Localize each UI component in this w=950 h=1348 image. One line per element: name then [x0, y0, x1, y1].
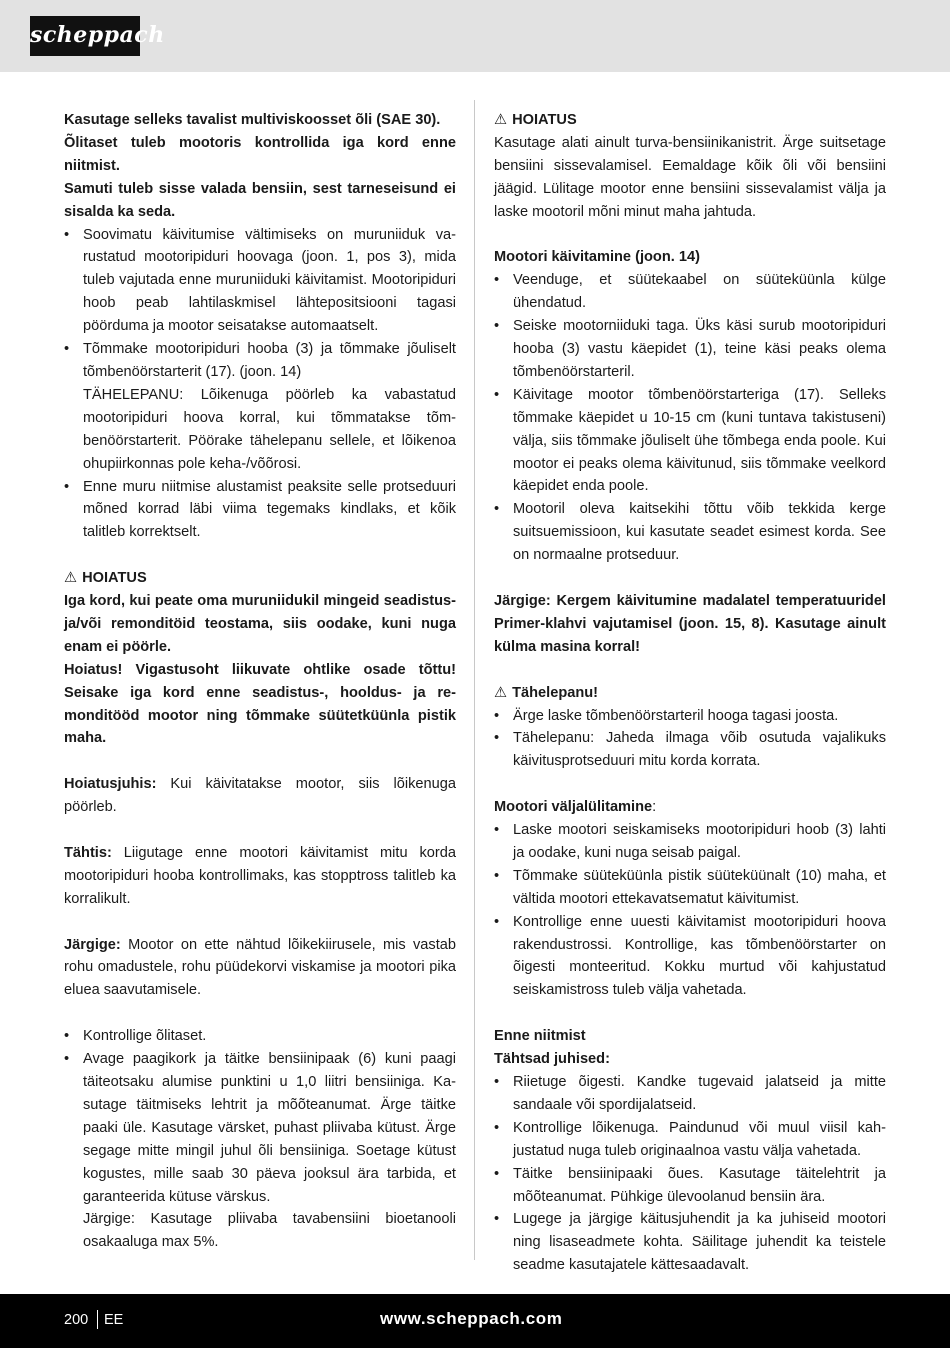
attention-heading — [494, 682, 886, 705]
brake-list — [64, 224, 456, 545]
fuel-list — [64, 1025, 456, 1254]
list-item: • Veenduge, et süütekaabel on süüteküünla külge ühendatud. — [494, 269, 886, 315]
list-item-text: Avage paagikork ja täitke bensiinipaak (6) kuni paagi täiteotsaku alumise punktini u 1,0 liitri bensiiniga. Kasutage täitmiseks lehtrit ja mõõteanumat. Ärge täitke paaki üle. Kasutage värsket, puhast pliivaba kütust. Ärge segage mitte mingil juhul õli bensiiniga. Soetage kütust kogustes, mille saab 30 päeva jooksul ära tarbida, et garanteerida kütuse värskus. — [83, 1051, 456, 1205]
warning-triangle-icon: ⚠ — [64, 570, 78, 587]
shutdown-heading-text: Mootori väljalülitamine — [494, 799, 653, 816]
warning-title: HOIATUS — [512, 112, 577, 128]
warning-triangle-icon: ⚠ — [494, 112, 508, 128]
right-column — [494, 109, 886, 1277]
warning-text-2: Hoiatus! Vigastusoht liikuvate ohtlike osade tõttu! Seisake iga kord enne seadistus-, hooldus- ja remonditööd mootor ning tõmmake süütetküünla pistik maha. — [64, 661, 456, 747]
hint-text: Kui käivitatakse mootor, siis lõikenuga pöörleb. — [64, 776, 456, 816]
attention-title: Tähelepanu! — [512, 684, 599, 701]
follow-label: Järgige: — [64, 936, 121, 953]
list-item: • Käivitage mootor tõmbenöörstarteriga (17). Selleks tõmmake käepidet u 10-15 cm (kuni tuntava takistuseni) välja, siis tõmmake jõuliselt ühe tõmbega enda poole. Kui mootor ei peaks olema käivitunud, siis tõmmake veelkord käepidet enda poole. — [494, 384, 886, 499]
website-link[interactable]: www.scheppach.com — [380, 1309, 563, 1328]
list-item: • Kontrollige lõikenuga. Paindunud või muul viisil kahjustatud nuga tuleb originaalnoa vastu välja vahetada. — [494, 1117, 886, 1163]
attention-list — [494, 705, 886, 774]
follow-text: Mootor on ette nähtud lõikekiirusele, mis vastab rohu omadustele, rohu püüdekorvi viskamise ja mootori pika eluea saavutamisele. — [64, 936, 456, 999]
shutdown-list — [494, 819, 886, 1002]
cold-start-text: Järgige: Kergem käivitumine madalatel temperatuuridel Primer-klahvi vajutamisel (joon. 15, 8). Kasutage ainult külma masina korral! — [494, 593, 886, 655]
shutdown-colon: : — [652, 799, 657, 816]
warning-heading — [494, 109, 886, 132]
start-heading: Mootori käivitamine (joon. 14) — [494, 249, 700, 266]
warning-title: HOIATUS — [82, 570, 147, 587]
list-item — [64, 1048, 456, 1254]
list-item: • Tähelepanu: Jaheda ilmaga võib osutuda vajalikuks käivitusprotseduuri mitu korda korrata. — [494, 727, 886, 773]
important-text: Liigutage enne mootori käivitamist mitu korda mootoripiduri hooba kontrollimaks, kas stopptross talitleb ka korralikult. — [64, 844, 456, 907]
list-item: • Soovimatu käivitumise vältimiseks on muruniiduk varustatud mootoripiduri hoovaga (joon. 1, pos 3), mida tuleb vajutada enne muruniiduki käivitamist. Mootoripiduri hoob peab lahtilaskmisel lähtepositsiooni tagasi pöörduma ja mootor seisatakse automaatselt. — [64, 224, 456, 339]
list-item: • Kontrollige õlitaset. — [64, 1025, 456, 1048]
oil-type-paragraph: Kasutage selleks tavalist multiviskoosset õli (SAE 30). — [64, 112, 441, 128]
hint-paragraph — [64, 773, 456, 819]
before-mowing-list — [494, 1071, 886, 1277]
oil-level-paragraph: Õlitaset tuleb mootoris kontrollida iga kord enne niitmist. — [64, 134, 456, 174]
important-paragraph — [64, 842, 456, 911]
important-label: Tähtis: — [64, 844, 112, 861]
fuel-note: Järgige: Kasutage pliivaba tavabensiini bioetanooli osakaaluga max 5%. — [83, 1211, 456, 1251]
fuel-paragraph: Samuti tuleb sisse valada bensiin, sest tarneseisund ei sisalda ka seda. — [64, 180, 456, 220]
before-mowing-heading: Enne niitmist — [494, 1028, 586, 1045]
page-number: 200 — [64, 1312, 89, 1328]
warning-heading — [64, 567, 456, 590]
page-footer — [0, 1294, 950, 1348]
list-item: • Enne muru niitmise alustamist peaksite selle protseduuri mõned korrad läbi viima tegemaks kindlaks, et kõik talitleb korrektselt. — [64, 476, 456, 545]
list-item: • Riietuge õigesti. Kandke tugevaid jalatseid ja mitte sandaale või spordijalatseid. — [494, 1071, 886, 1117]
list-item: • Täitke bensiinipaaki õues. Kasutage täitelehtrit ja mõõteanumat. Pühkige ülevoolanud bensiin ära. — [494, 1163, 886, 1209]
tahelepanu-note: TÄHELEPANU: Lõikenuga pöörleb ka vabastatud mootoripiduri hoova korral, kui tõmmatakse tõmbenöörstarterit. Pöörake tähelepanu sellele, et lõikenoa ohupiirkonnas pole keha-/võõrosi. — [83, 386, 456, 472]
important-instructions-heading: Tähtsad juhised: — [494, 1051, 610, 1068]
warning-text: Iga kord, kui peate oma muruniidukil mingeid seadistus- ja/või remonditöid teostama, siis oodake, kuni nuga enam ei pöörle. — [64, 593, 456, 655]
warning-triangle-icon: ⚠ — [494, 684, 508, 701]
list-item: • Mootoril oleva kaitsekihi tõttu võib tekkida kerge suitsuemissioon, kui kasutate seadet esimest korda. See on normaalne protseduur. — [494, 498, 886, 567]
list-item: • Ärge laske tõmbenöörstarteril hooga tagasi joosta. — [494, 705, 886, 728]
scheppach-logo: scheppach — [30, 16, 140, 56]
list-item — [64, 338, 456, 475]
list-item: • Tõmmake süüteküünla pistik süüteküünalt (10) maha, et vältida mootori ettekavatsematut käivitumist. — [494, 865, 886, 911]
fuel-warning-text: Kasutage alati ainult turva-bensiinikanistrit. Ärge suitsetage bensiini sissevalamisel. Eemaldage kõik õli või bensiini jäägid. Lülitage mootor enne bensiini sissevalamist välja ja laske mootoril mõni minut maha jahtuda. — [494, 134, 886, 220]
footer-separator — [97, 1310, 98, 1329]
list-item-text: Tõmmake mootoripiduri hooba (3) ja tõmmake jõuliselt tõmbenöörstarterit (17). (joon. 14) — [83, 341, 456, 380]
start-list — [494, 269, 886, 567]
shutdown-heading — [494, 796, 886, 819]
language-code: EE — [104, 1312, 124, 1328]
list-item: • Lugege ja järgige käitusjuhendit ja ka juhiseid mootori ning lisaseadmete kohta. Säilitage juhendit ka teistele seadme kasutajatele kättesaadavalt. — [494, 1208, 886, 1277]
list-item: • Laske mootori seiskamiseks mootoripiduri hoob (3) lahti ja oodake, kuni nuga seisab paigal. — [494, 819, 886, 865]
hint-label: Hoiatusjuhis: — [64, 776, 157, 793]
left-column — [64, 109, 456, 1254]
list-item: • Kontrollige enne uuesti käivitamist mootoripiduri hoova rakendustrossi. Kontrollige, kas tõmbenöörstarter on õigesti monteeritud. Kokku murtud või kahjustatud seiskamistross tuleb välja vahetada. — [494, 911, 886, 1003]
follow-paragraph — [64, 934, 456, 1003]
column-divider — [474, 100, 475, 1260]
page-header — [0, 0, 950, 72]
list-item: • Seiske mootorniiduki taga. Üks käsi surub mootoripiduri hooba (3) vastu käepidet (1), teine käsi peaks olema tõmbenöörstarteril. — [494, 315, 886, 384]
